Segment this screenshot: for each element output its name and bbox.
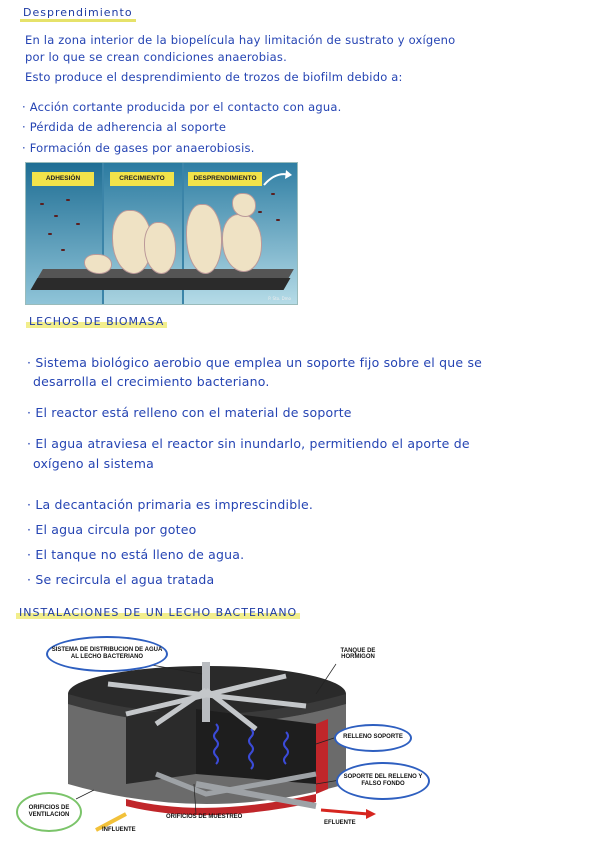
bacteria <box>258 211 262 213</box>
paragraph-line: por lo que se crean condiciones anaerobias. <box>25 50 287 64</box>
bullet-item: · El agua atraviesa el reactor sin inundarlo, permitiendo el aporte de <box>27 436 470 451</box>
label-tanque: TANQUE DE HORMIGON <box>340 648 376 660</box>
bullet-item: · El reactor está relleno con el material de soporte <box>27 405 352 420</box>
biofilm-fragment <box>232 193 256 217</box>
arrow-icon <box>262 167 294 189</box>
bullet-item: · La decantación primaria es imprescindible. <box>27 497 314 512</box>
bullet-continuation: desarrolla el crecimiento bacteriano. <box>33 374 270 389</box>
bacteria <box>48 233 52 235</box>
label-adhesion: ADHESIÓN <box>32 172 94 186</box>
label-crecimiento: CRECIMIENTO <box>110 172 174 186</box>
bullet-item: · El agua circula por goteo <box>27 522 197 537</box>
substrate-base <box>31 278 291 290</box>
label-efluente: EFLUENTE <box>324 820 356 826</box>
biofilm-blob <box>186 204 222 274</box>
bacteria <box>66 199 70 201</box>
biofilm-blob <box>84 254 112 274</box>
bullet-item: · Sistema biológico aerobio que emplea un soporte fijo sobre el que se <box>27 355 483 370</box>
bullet-item: · El tanque no está lleno de agua. <box>27 547 245 562</box>
bullet-item: · Se recircula el agua tratada <box>27 572 215 587</box>
callout-relleno: RELLENO SOPORTE <box>334 724 412 752</box>
label-desprendimiento: DESPRENDIMIENTO <box>188 172 262 186</box>
figure-credit: P. Sto. Dmo <box>268 296 291 301</box>
section-title-desprendimiento: Desprendimiento <box>20 6 136 22</box>
callout-distribucion: SISTEMA DE DISTRIBUCION DE AGUA AL LECHO BACTERIANO <box>46 636 168 672</box>
biofilm-blob <box>222 214 262 272</box>
callout-soporte: SOPORTE DEL RELLENO Y FALSO FONDO <box>336 762 430 800</box>
label-influente: INFLUENTE <box>102 827 136 833</box>
label-muestreo: ORIFICIOS DE MUESTREO <box>166 814 243 820</box>
bacteria <box>40 203 44 205</box>
trickling-filter-diagram <box>16 634 436 839</box>
bacteria <box>76 223 80 225</box>
biofilm-illustration <box>25 162 298 305</box>
biofilm-blob <box>144 222 176 274</box>
bullet-continuation: oxígeno al sistema <box>33 456 154 471</box>
bacteria <box>271 193 275 195</box>
bacteria <box>54 215 58 217</box>
callout-ventilacion: ORIFICIOS DE VENTILACION <box>16 792 82 832</box>
section-title-lechos: LECHOS DE BIOMASA <box>26 315 167 328</box>
paragraph-line: Esto produce el desprendimiento de trozos de biofilm debido a: <box>25 70 403 84</box>
bacteria <box>61 249 65 251</box>
bullet-item: · Acción cortante producida por el contacto con agua. <box>22 100 342 114</box>
bullet-item: · Formación de gases por anaerobiosis. <box>22 141 255 155</box>
bullet-item: · Pérdida de adherencia al soporte <box>22 120 227 134</box>
bacteria <box>276 219 280 221</box>
paragraph-line: En la zona interior de la biopelícula hay limitación de sustrato y oxígeno <box>25 33 456 47</box>
section-title-instalaciones: INSTALACIONES DE UN LECHO BACTERIANO <box>16 606 300 619</box>
